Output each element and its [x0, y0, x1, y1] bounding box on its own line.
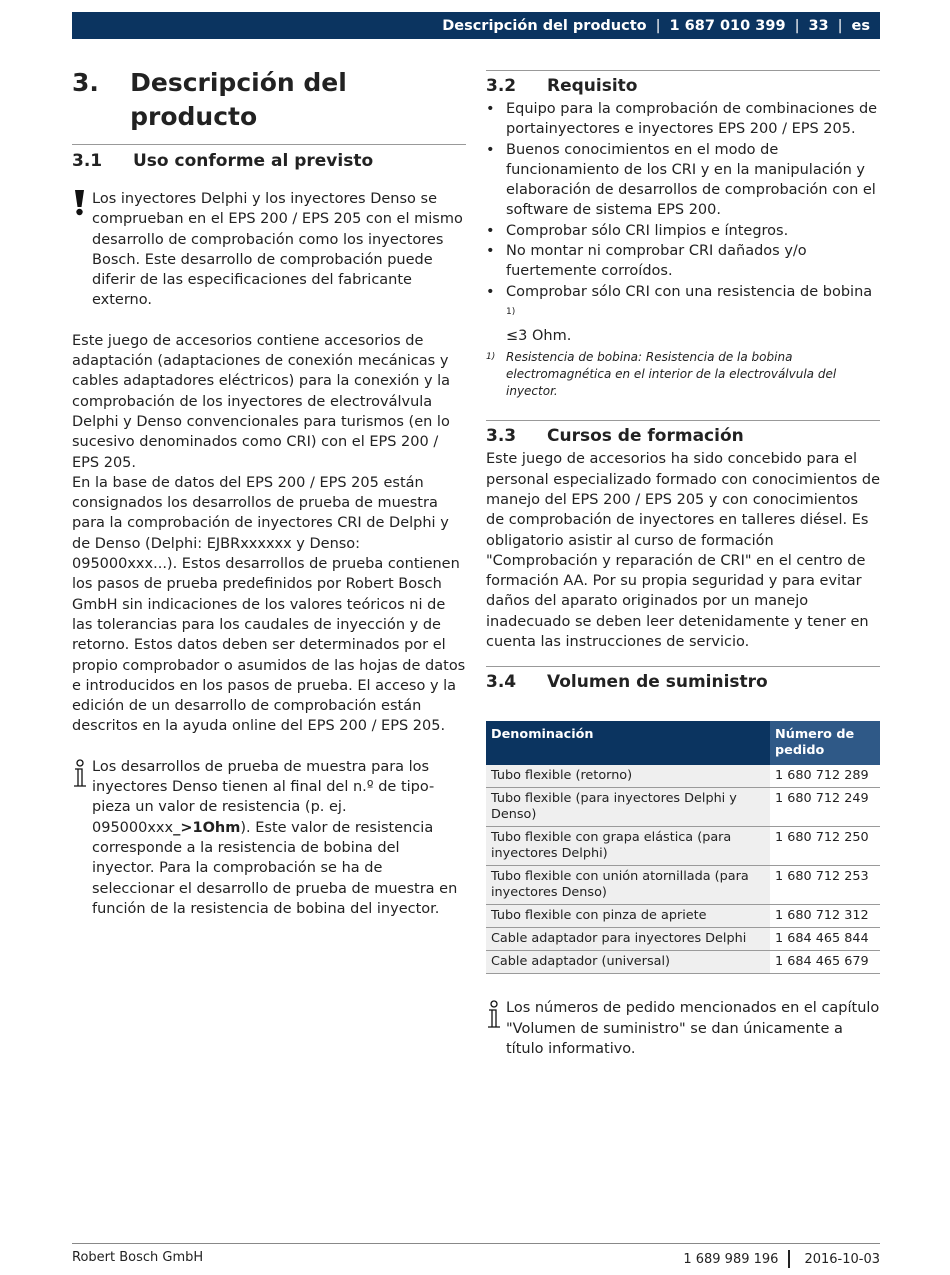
- footnote-reference: 1): [506, 306, 516, 317]
- section-3-3-heading: [486, 420, 880, 449]
- table-cell-name: Tubo flexible (retorno): [486, 765, 770, 788]
- warning-note: [72, 189, 466, 311]
- info-text: [92, 757, 466, 919]
- table-cell-number: 1 684 465 679: [770, 951, 880, 974]
- info-icon: [486, 998, 506, 1059]
- info-note: [72, 757, 466, 919]
- table-cell-number: 1 680 712 249: [770, 788, 880, 827]
- table-row: [486, 951, 880, 974]
- section-title: Cursos de formación: [547, 426, 744, 447]
- requirements-list: [486, 99, 880, 346]
- footer-meta: [683, 1250, 880, 1268]
- section-number: 3.4: [486, 672, 517, 693]
- table-cell-number: 1 680 712 289: [770, 765, 880, 788]
- table-row: [486, 928, 880, 951]
- table-row: [486, 827, 880, 866]
- footnote-mark: 1): [486, 352, 496, 363]
- list-item: • Equipo para la comprobación de combinaciones de portainyectores e inyectores EPS 200 / EPS 205.: [486, 99, 880, 140]
- footer-date: 2016-10-03: [804, 1251, 880, 1267]
- footer-company: Robert Bosch GmbH: [72, 1250, 204, 1265]
- table-cell-name: Tubo flexible (para inyectores Delphi y Denso): [486, 788, 770, 827]
- table-row: [486, 765, 880, 788]
- list-item: [486, 282, 880, 347]
- section-title: Requisito: [547, 76, 638, 96]
- list-item-text-tail: ≤3 Ohm.: [506, 328, 572, 345]
- section-title: Uso conforme al previsto: [133, 151, 374, 171]
- table-row: [486, 866, 880, 905]
- footer-separator: [788, 1250, 790, 1268]
- section-number: 3.1: [72, 151, 103, 171]
- column-header-order-number: Número de pedido: [770, 721, 880, 765]
- section-3-4-heading: [486, 666, 880, 695]
- list-item: • No montar ni comprobar CRI dañados y/o fuertemente corroídos.: [486, 241, 880, 282]
- header-separator: |: [837, 17, 843, 34]
- table-cell-number: 1 680 712 312: [770, 905, 880, 928]
- table-cell-name: Tubo flexible con unión atornillada (para inyectores Denso): [486, 866, 770, 905]
- table-cell-name: Cable adaptador (universal): [486, 951, 770, 974]
- section-3-1-heading: [72, 148, 466, 174]
- header-separator: |: [655, 17, 661, 34]
- info-text: Los números de pedido mencionados en el capítulo "Volumen de suministro" se dan únicamente a título informativo.: [506, 1000, 880, 1057]
- table-cell-number: 1 680 712 253: [770, 866, 880, 905]
- database-paragraph: En la base de datos del EPS 200 / EPS 205 están consignados los desarrollos de prueba de muestra para la comprobación de inyectores CRI de Delphi y de Denso (Delphi: EJBRxxxxxx y Denso: 095000xxx...). Estos desarrollos de prueba contienen los pasos de prueba predefinidos por Robert Bosch GmbH sin indicaciones de los valores teóricos ni de las tolerancias para los caudales de inyección y de retorno. Estos datos deben ser determinados por el propio comprobador o asumidos de las hojas de datos e introducidos en los pasos de prueba. El acceso y la edición de un desarrollo de comprobación están descritos en la ayuda online del EPS 200 / EPS 205.: [72, 474, 466, 735]
- table-cell-number: 1 684 465 844: [770, 928, 880, 951]
- warning-text: Los inyectores Delphi y los inyectores Denso se comprueban en el EPS 200 / EPS 205 con el mismo desarrollo de comprobación como los inyectores Bosch. Este desarrollo de comprobación puede diferir de las especificaciones del fabricante externo.: [92, 191, 463, 309]
- info-text-bold: _>1Ohm: [173, 819, 241, 836]
- table-row: [486, 788, 880, 827]
- section-number: 3.2: [486, 76, 517, 96]
- footer-doc-number: 1 689 989 196: [683, 1251, 779, 1267]
- training-paragraph: Este juego de accesorios ha sido concebido para el personal especializado formado con conocimientos de manejo del EPS 200 / EPS 205 y con conocimientos de comprobación de inyectores en talleres diésel. Es obligatorio asistir al curso de formación "Comprobación y reparación de CRI" en el centro de formación AA. Por su propia seguridad y para evitar daños del aparato originados por un manejo inadecuado se deben leer detenidamente y tener en cuenta las instrucciones de servicio.: [486, 451, 880, 651]
- section-3-2-heading: [486, 70, 880, 99]
- info-text-end: ). Este valor de resistencia corresponde a la resistencia de bobina del inyector. Para la comprobación se ha de seleccionar el desarrollo de prueba de muestra en función de la resistencia de bobina del inyector.: [92, 819, 458, 917]
- info-icon: [72, 757, 92, 919]
- table-header-row: [486, 721, 880, 765]
- header-separator: |: [794, 17, 800, 34]
- footnote: [486, 349, 880, 400]
- chapter-number: 3.: [72, 68, 99, 97]
- page-header: [72, 12, 880, 39]
- footer-divider: [72, 1243, 880, 1244]
- exclamation-icon: [72, 189, 92, 311]
- section-number: 3.3: [486, 426, 517, 447]
- header-section: Descripción del producto: [442, 17, 647, 34]
- info-text-start: Los desarrollos de prueba de muestra para los inyectores Denso tienen al final del n.º de tipo-pieza un valor de resistencia (p. ej. 095000xxx: [92, 758, 435, 836]
- right-column: [486, 70, 880, 1059]
- chapter-heading: [72, 66, 466, 145]
- table-cell-name: Tubo flexible con pinza de apriete: [486, 905, 770, 928]
- table-cell-name: Cable adaptador para inyectores Delphi: [486, 928, 770, 951]
- left-column: [72, 66, 466, 919]
- chapter-title: Descripción del producto: [130, 68, 347, 131]
- list-item: • Buenos conocimientos en el modo de funcionamiento de los CRI y en la manipulación y elaboración de desarrollos de comprobación con el software de sistema EPS 200.: [486, 140, 880, 221]
- section-title: Volumen de suministro: [547, 672, 768, 693]
- table-row: [486, 905, 880, 928]
- table-cell-name: Tubo flexible con grapa elástica (para inyectores Delphi): [486, 827, 770, 866]
- header-language: es: [851, 17, 870, 34]
- accessory-paragraph: Este juego de accesorios contiene accesorios de adaptación (adaptaciones de conexión mecánicas y cables adaptadores eléctricos) para la conexión y la comprobación de los inyectores de electroválvula Delphi y Denso convencionales para turismos (en lo sucesivo denominados como CRI) con el EPS 200 / EPS 205.: [72, 332, 451, 471]
- info-note: [486, 998, 880, 1059]
- header-doc-number: 1 687 010 399: [669, 17, 786, 34]
- list-item: • Comprobar sólo CRI limpios e íntegros.: [486, 221, 880, 241]
- supply-table: [486, 721, 880, 974]
- footnote-text: Resistencia de bobina: Resistencia de la bobina electromagnética en el interior de la electroválvula del inyector.: [506, 350, 837, 399]
- list-item-text: Comprobar sólo CRI con una resistencia de bobina: [506, 283, 873, 300]
- column-header-denomination: Denominación: [486, 721, 770, 765]
- header-page-number: 33: [808, 17, 829, 34]
- table-cell-number: 1 680 712 250: [770, 827, 880, 866]
